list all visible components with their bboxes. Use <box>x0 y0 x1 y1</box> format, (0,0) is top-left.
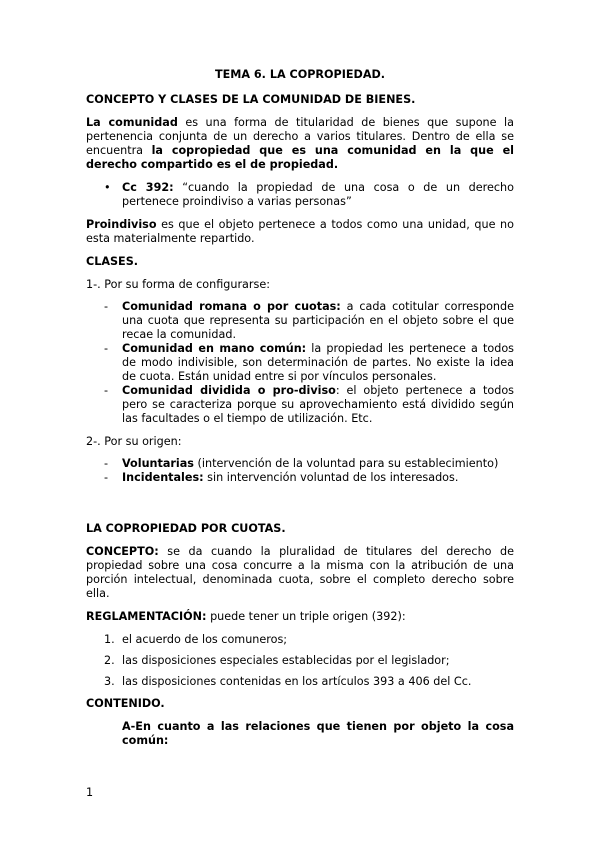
bullet-marker: • <box>104 181 111 194</box>
list-item <box>86 633 514 647</box>
dash-marker: - <box>104 471 109 484</box>
item-label: Voluntarias <box>122 457 194 470</box>
clases-forma-intro: 1-. Por su forma de configurarse: <box>86 278 270 291</box>
dash-marker: - <box>104 300 109 313</box>
term-reglamentacion: REGLAMENTACIÓN: <box>86 610 207 623</box>
dash-marker: - <box>104 384 109 397</box>
item-label: Comunidad romana o por cuotas: <box>122 300 341 313</box>
term-concepto: CONCEPTO: <box>86 545 159 558</box>
paragraph-concepto-text: se da cuando la pluralidad de titulares del derecho de propiedad sobre una cosa concurre a la misma con la atribución de una porción intelectual, denominada cuota, sobre el completo derecho sobre ella. <box>86 545 514 600</box>
clases-origen-intro: 2-. Por su origen: <box>86 435 182 448</box>
list-item <box>86 675 514 689</box>
item-text: a cada cotitular corresponde una cuota que representa su participación en el objeto sobre el que recae la comunidad. <box>122 300 514 341</box>
paragraph-reglamentacion-text: puede tener un triple origen (392): <box>206 610 406 623</box>
item-text: las disposiciones especiales establecidas por el legislador; <box>122 654 450 667</box>
cc-bullet-list <box>86 181 514 209</box>
heading-cuotas: LA COPROPIEDAD POR CUOTAS. <box>86 522 286 535</box>
subheading-relaciones: A-En cuanto a las relaciones que tienen por objeto la cosa común: <box>122 720 514 747</box>
cc-quote: “cuando la propiedad de una cosa o de un derecho pertenece proindiviso a varias personas” <box>122 181 514 208</box>
paragraph-proindiviso-text: es que el objeto pertenece a todos como una unidad, que no esta materialmente repartido. <box>86 218 514 245</box>
list-item <box>86 181 514 209</box>
item-text: el acuerdo de los comuneros; <box>122 633 288 646</box>
document-title: TEMA 6. LA COPROPIEDAD. <box>214 68 386 81</box>
list-item <box>86 300 514 342</box>
list-number: 2. <box>104 654 115 667</box>
item-label: Comunidad dividida o pro-diviso <box>122 384 336 397</box>
heading-clases: CLASES. <box>86 255 139 268</box>
list-item <box>86 457 514 471</box>
item-text: : el objeto pertenece a todos pero se caracteriza porque su aprovechamiento está dividido según las facultades o el tiempo de utilización. Etc. <box>122 384 515 425</box>
list-item <box>86 342 514 384</box>
clases-origen-list <box>86 457 514 485</box>
paragraph-proindiviso <box>86 218 514 246</box>
reglamentacion-list <box>86 633 514 689</box>
document-body <box>86 68 514 748</box>
item-label: Incidentales: <box>122 471 204 484</box>
paragraph-concepto <box>86 545 514 601</box>
heading-contenido: CONTENIDO. <box>86 697 165 710</box>
list-number: 1. <box>104 633 115 646</box>
spacer <box>86 494 514 522</box>
item-text: la propiedad les pertenece a todos de modo indivisible, son determinación de partes. No existe la idea de cuota. Están unidad entre si por vínculos personales. <box>122 342 514 383</box>
dash-marker: - <box>104 342 109 355</box>
clases-forma-list <box>86 300 514 426</box>
list-number: 3. <box>104 675 115 688</box>
term-copropiedad: la copropiedad que es una comunidad en la que el derecho compartido es el de propiedad. <box>86 144 514 171</box>
term-comunidad: La comunidad <box>86 116 178 129</box>
dash-marker: - <box>104 457 109 470</box>
item-label: Comunidad en mano común: <box>122 342 307 355</box>
paragraph-comunidad <box>86 116 514 172</box>
list-item <box>86 471 514 485</box>
item-text: las disposiciones contenidas en los artículos 393 a 406 del Cc. <box>122 675 472 688</box>
item-text: sin intervención voluntad de los interesados. <box>203 471 459 484</box>
list-item <box>86 384 514 426</box>
paragraph-comunidad-text: es una forma de titularidad de bienes que supone la pertenencia conjunta de un derecho a varios titulares. Dentro de ella se encuentra <box>86 116 514 157</box>
term-proindiviso: Proindiviso <box>86 218 157 231</box>
item-text: (intervención de la voluntad para su establecimiento) <box>193 457 499 470</box>
heading-concept: CONCEPTO Y CLASES DE LA COMUNIDAD DE BIENES. <box>86 93 416 106</box>
page-number: 1 <box>86 786 94 799</box>
paragraph-reglamentacion <box>86 610 514 624</box>
cc-label: Cc 392: <box>122 181 174 194</box>
list-item <box>86 654 514 668</box>
